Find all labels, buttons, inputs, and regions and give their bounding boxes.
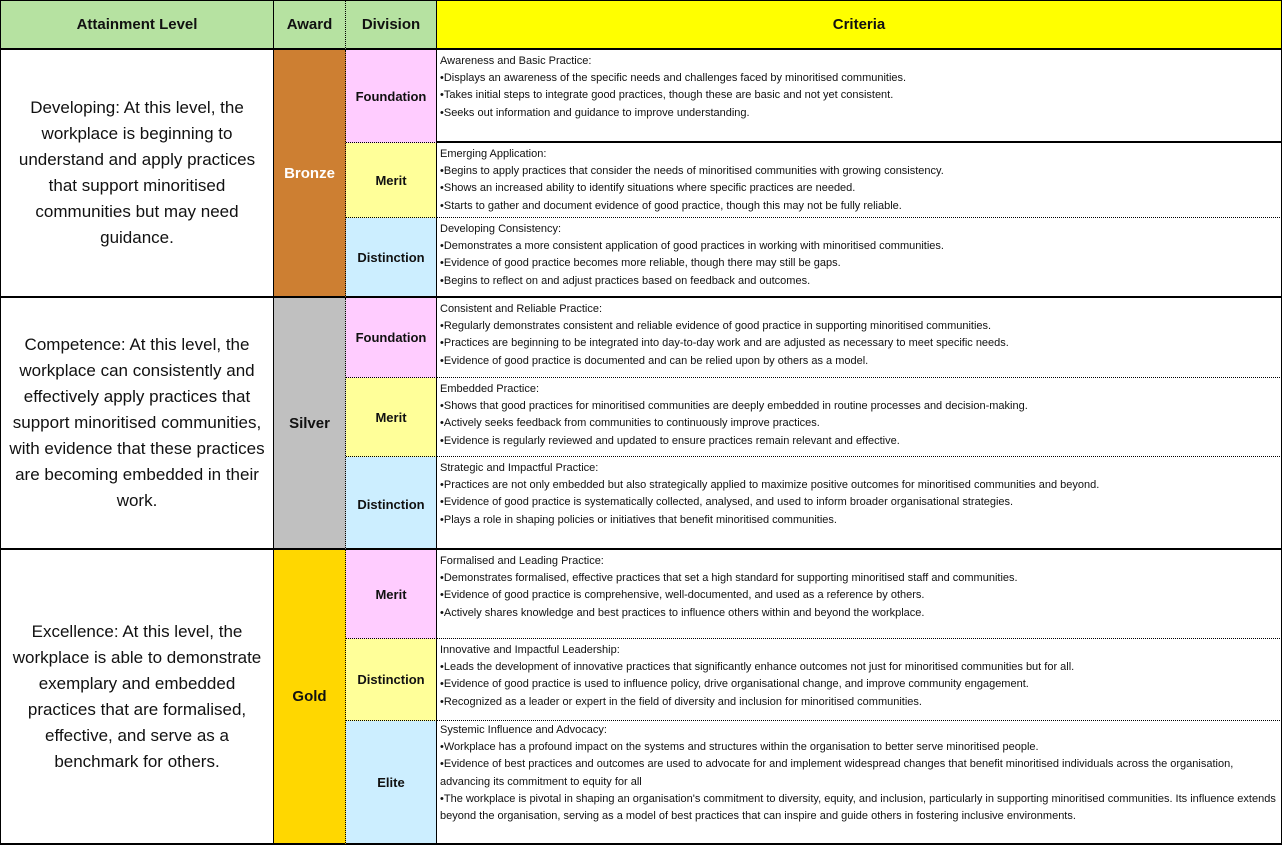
criteria-cell	[437, 218, 1282, 298]
criteria-title: Embedded Practice:	[440, 383, 540, 395]
criteria-bullet: •Evidence of good practice is comprehensive, well-documented, and used as a reference by others.	[440, 589, 925, 602]
criteria-bullet: •Displays an awareness of the specific needs and challenges faced by minoritised communities.	[440, 72, 907, 85]
division-merit: Merit	[346, 143, 437, 218]
criteria-bullet: •Actively seeks feedback from communities to continuously improve practices.	[440, 417, 820, 430]
criteria-bullet: •Practices are not only embedded but also strategically applied to maximize positive outcomes for minoritised communities and beyond.	[440, 479, 1100, 492]
criteria-bullet: •Evidence of good practice becomes more reliable, though there may still be gaps.	[440, 257, 841, 270]
criteria-bullet: •Shows an increased ability to identify situations where specific practices are needed.	[440, 182, 856, 195]
criteria-cell	[437, 639, 1282, 721]
award-silver: Silver	[274, 298, 346, 550]
criteria-bullet: •Practices are beginning to be integrated into day-to-day work and are adjusted as necessary to meet specific needs.	[440, 337, 1009, 350]
criteria-bullet: •Leads the development of innovative practices that significantly enhance outcomes not just for minoritised communities but for all.	[440, 661, 1075, 674]
division-foundation: Foundation	[346, 298, 437, 378]
criteria-bullet: •Shows that good practices for minoritised communities are deeply embedded in routine processes and decision-making.	[440, 400, 1028, 413]
criteria-bullet: •Workplace has a profound impact on the systems and structures within the organisation to better serve minoritised people.	[440, 741, 1039, 754]
criteria-bullet: •Evidence is regularly reviewed and updated to ensure practices remain relevant and effective.	[440, 434, 900, 447]
attainment-level-competence: Competence: At this level, the workplace can consistently and effectively apply practices that support minoritised communities, with evidence that these practices are becoming embedded in their work.	[0, 298, 274, 550]
criteria-title: Innovative and Impactful Leadership:	[440, 644, 620, 656]
criteria-bullet: •Evidence of best practices and outcomes are used to advocate for and implement widespread changes that benefit minoritised individuals across the organisation, advancing its commitment to equity for all	[440, 758, 1234, 788]
criteria-bullet: •Regularly demonstrates consistent and reliable evidence of good practice in supporting minoritised communities.	[440, 320, 992, 333]
division-distinction: Distinction	[346, 218, 437, 298]
criteria-bullet: •Evidence of good practice is systematically collected, analysed, and used to inform broader organisational strategies.	[440, 496, 1014, 509]
criteria-bullet: •Evidence of good practice is documented and can be relied upon by others as a model.	[440, 354, 869, 367]
criteria-cell	[437, 721, 1282, 845]
criteria-bullet: •Evidence of good practice is used to influence policy, drive organisational change, and improve community engagement.	[440, 678, 1029, 691]
award-gold: Gold	[274, 550, 346, 845]
division-distinction: Distinction	[346, 457, 437, 550]
criteria-bullet: •The workplace is pivotal in shaping an organisation's commitment to diversity, equity, and inclusion, particularly in supporting minoritised communities. Its influence extends beyond the organisation, serving as a model of best practices that can inspire and guide others in fostering inclusive environments.	[440, 792, 1276, 823]
criteria-bullet: •Plays a role in shaping policies or initiatives that benefit minoritised communities.	[440, 513, 837, 526]
criteria-cell	[437, 378, 1282, 457]
header-division: Division	[346, 0, 437, 50]
criteria-title: Consistent and Reliable Practice:	[440, 303, 603, 315]
criteria-title: Strategic and Impactful Practice:	[440, 462, 599, 474]
criteria-cell	[437, 550, 1282, 639]
division-elite: Elite	[346, 721, 437, 845]
criteria-bullet: •Actively shares knowledge and best practices to influence others within and beyond the workplace.	[440, 606, 925, 619]
division-distinction: Distinction	[346, 639, 437, 721]
criteria-bullet: •Starts to gather and document evidence of good practice, though this may not be fully reliable.	[440, 199, 902, 212]
criteria-title: Formalised and Leading Practice:	[440, 555, 604, 567]
criteria-bullet: •Demonstrates a more consistent application of good practices in working with minoritised communities.	[440, 240, 944, 253]
criteria-title: Systemic Influence and Advocacy:	[440, 724, 607, 736]
criteria-bullet: •Begins to reflect on and adjust practices based on feedback and outcomes.	[440, 274, 811, 287]
criteria-title: Developing Consistency:	[440, 223, 562, 235]
criteria-bullet: •Seeks out information and guidance to improve understanding.	[440, 106, 750, 119]
criteria-bullet: •Demonstrates formalised, effective practices that set a high standard for supporting minoritised staff and communities.	[440, 572, 1018, 585]
attainment-level-excellence: Excellence: At this level, the workplace is able to demonstrate exemplary and embedded practices that are formalised, effective, and serve as a benchmark for others.	[0, 550, 274, 845]
criteria-title: Emerging Application:	[440, 148, 547, 160]
criteria-cell	[437, 143, 1282, 218]
award-bronze: Bronze	[274, 50, 346, 298]
criteria-cell	[437, 50, 1282, 143]
attainment-level-developing: Developing: At this level, the workplace is beginning to understand and apply practices that support minoritised communities but may need guidance.	[0, 50, 274, 298]
criteria-bullet: •Recognized as a leader or expert in the field of diversity and inclusion for minoritised communities.	[440, 695, 922, 708]
division-merit: Merit	[346, 378, 437, 457]
division-merit: Merit	[346, 550, 437, 639]
criteria-title: Awareness and Basic Practice:	[440, 55, 592, 67]
division-foundation: Foundation	[346, 50, 437, 143]
criteria-bullet: •Takes initial steps to integrate good practices, though these are basic and not yet consistent.	[440, 89, 894, 102]
header-criteria: Criteria	[437, 0, 1282, 50]
header-attainment-level: Attainment Level	[0, 0, 274, 50]
criteria-cell	[437, 298, 1282, 378]
criteria-cell	[437, 457, 1282, 550]
criteria-bullet: •Begins to apply practices that consider the needs of minoritised communities with growing consistency.	[440, 165, 944, 178]
header-award: Award	[274, 0, 346, 50]
